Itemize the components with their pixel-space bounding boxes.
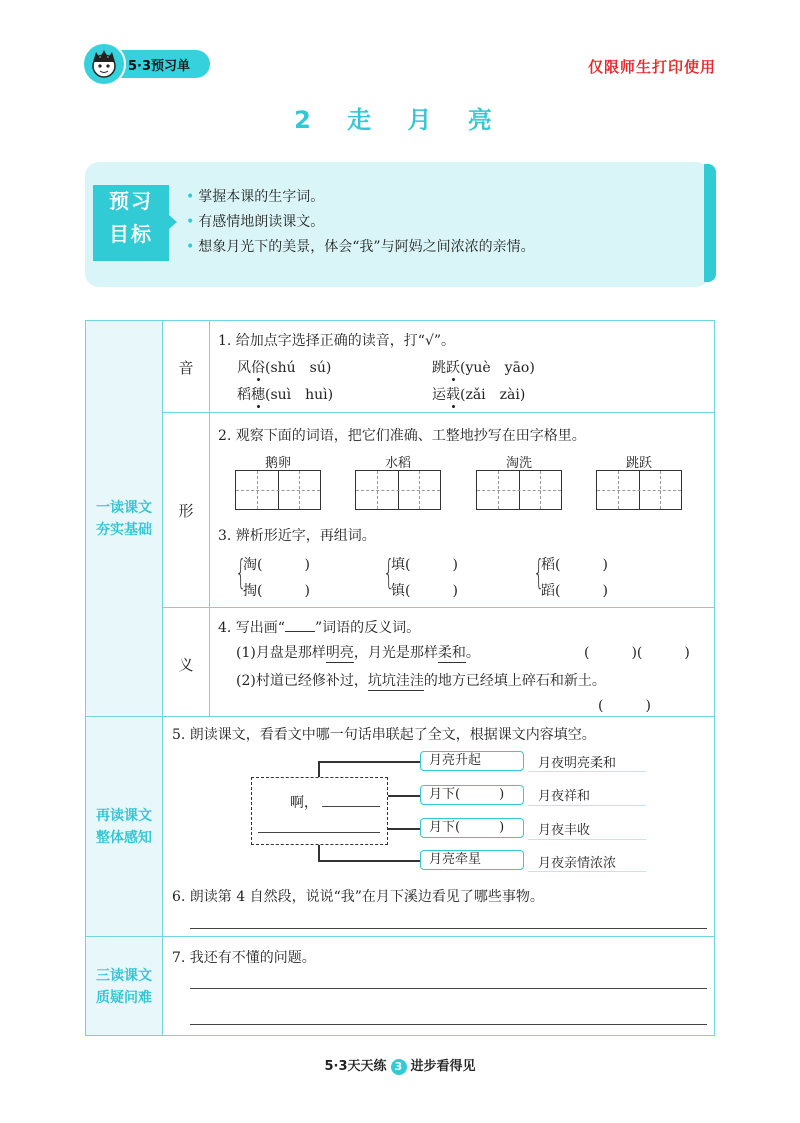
copy-word: 跳跃: [625, 456, 652, 471]
goals-label: [93, 185, 169, 261]
question-1: 1. 给加点字选择正确的读音，打“√”。: [218, 333, 456, 349]
pinyin-item: 风俗(shú sú): [237, 357, 331, 377]
plot-node-blank[interactable]: 月下( ): [420, 818, 524, 838]
antonym-answer-2[interactable]: ( ): [598, 698, 651, 714]
category-meaning: 义: [178, 656, 194, 674]
goals-label-line1: 预习: [109, 189, 153, 213]
footer: [0, 1055, 800, 1075]
question-3: 3. 辨析形近字，再组词。: [218, 528, 376, 544]
pinyin-item: 运载(zǎi zài): [432, 384, 525, 404]
answer-line[interactable]: [190, 1024, 707, 1025]
category-form: 形: [178, 502, 194, 520]
page-number: 3: [391, 1059, 407, 1075]
key-sentence-blank[interactable]: [322, 806, 380, 807]
section-label-read3: 三读课文 质疑问难: [86, 938, 162, 1035]
brace-icon: {: [235, 553, 247, 593]
question-4: 4. 写出画“ ”词语的反义词。: [218, 620, 421, 636]
category-sound: 音: [178, 359, 194, 377]
page-title: 2 走 月 亮: [294, 106, 506, 134]
writing-grid[interactable]: [476, 470, 562, 510]
brace-icon: {: [383, 553, 395, 593]
word-pair-input[interactable]: 掏( ): [243, 583, 310, 599]
copy-word: 鹅卵: [264, 456, 291, 471]
series-name: 5·3预习单: [128, 59, 191, 74]
footer-left: 5·3天天练: [324, 1059, 387, 1074]
question-5: 5. 朗读课文，看看文中哪一句话串联起了全文，根据课文内容填空。: [172, 727, 596, 743]
word-pair-input[interactable]: 稻( ): [541, 557, 608, 573]
key-sentence-start: 啊，: [290, 795, 318, 811]
word-pair-input[interactable]: 填( ): [391, 557, 458, 573]
key-sentence-blank[interactable]: [258, 832, 380, 833]
print-notice: 仅限师生打印使用: [587, 58, 716, 76]
goals-label-line2: 目标: [109, 222, 153, 246]
goals-panel: [85, 162, 710, 287]
mascot-icon: [82, 42, 126, 86]
word-pair-input[interactable]: 蹈( ): [541, 583, 608, 599]
scene-mood: 月夜明亮柔和: [538, 756, 617, 771]
plot-node: 月亮牵星: [420, 850, 524, 870]
goals-side-bar: [704, 164, 716, 282]
footer-right: 进步看得见: [410, 1059, 476, 1074]
scene-mood: 月夜亲情浓浓: [538, 856, 617, 871]
question-7: 7. 我还有不懂的问题。: [172, 950, 316, 966]
copy-word: 淘洗: [505, 456, 532, 471]
writing-grid[interactable]: [355, 470, 441, 510]
scene-mood: 月夜祥和: [538, 789, 591, 804]
copy-word: 水稻: [384, 456, 411, 471]
answer-line[interactable]: [190, 988, 707, 989]
antonym-answer-1[interactable]: ( )( ): [584, 645, 690, 661]
writing-grid[interactable]: [235, 470, 321, 510]
pinyin-item: 跳跃(yuè yāo): [432, 357, 535, 377]
key-sentence-box: [251, 777, 388, 845]
goal-item: • 想象月光下的美景，体会“我”与阿妈之间浓浓的亲情。: [186, 239, 535, 255]
writing-grid[interactable]: [596, 470, 682, 510]
antonym-sentence-2: (2)村道已经修补过，坑坑洼洼的地方已经填上碎石和新土。: [236, 673, 606, 689]
word-pair-input[interactable]: 镇( ): [391, 583, 458, 599]
antonym-sentence-1: (1)月盘是那样明亮，月光是那样柔和。: [236, 645, 480, 661]
goal-item: • 掌握本课的生字词。: [186, 189, 325, 205]
plot-node: 月亮升起: [420, 751, 524, 771]
goal-item: • 有感情地朗读课文。: [186, 214, 325, 230]
word-pair-input[interactable]: 淘( ): [243, 557, 310, 573]
brace-icon: {: [533, 553, 545, 593]
question-2: 2. 观察下面的词语，把它们准确、工整地抄写在田字格里。: [218, 428, 586, 444]
section-label-read1: 一读课文 夯实基础: [86, 321, 162, 716]
pinyin-item: 稻穗(suì huì): [237, 384, 333, 404]
plot-node-blank[interactable]: 月下( ): [420, 785, 524, 805]
section-label-read2: 再读课文 整体感知: [86, 718, 162, 936]
scene-mood: 月夜丰收: [538, 823, 591, 838]
answer-line[interactable]: [190, 928, 707, 929]
question-6: 6. 朗读第 4 自然段，说说“我”在月下溪边看见了哪些事物。: [172, 889, 544, 905]
